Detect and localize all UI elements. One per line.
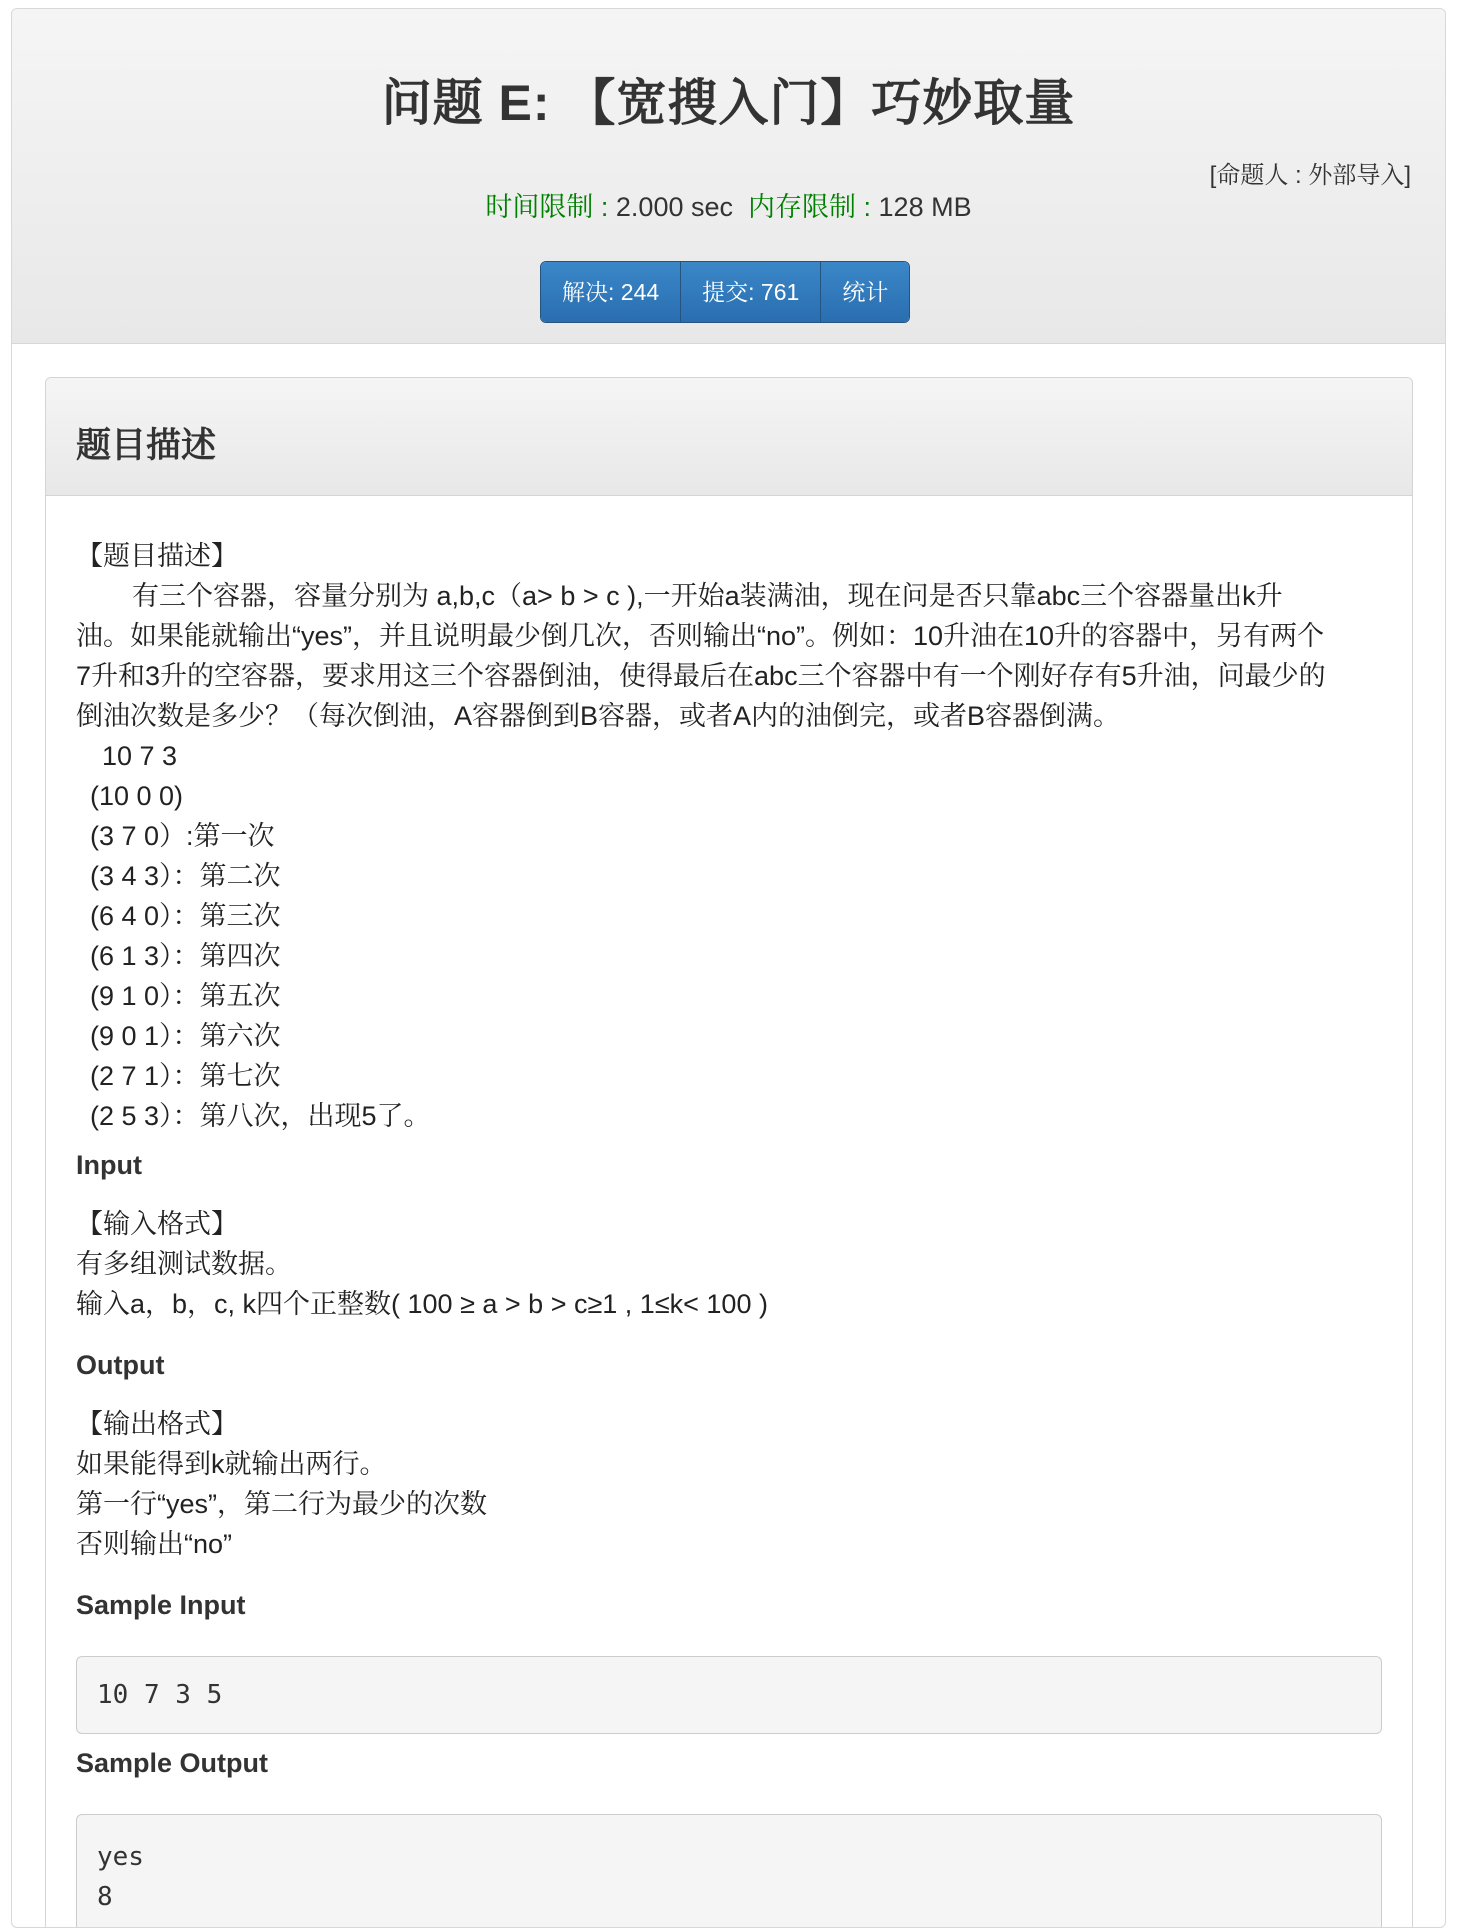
problem-author: [命题人 : 外部导入] <box>1209 162 1411 189</box>
description-line-2: 油。如果能就输出“yes”，并且说明最少倒几次，否则输出“no”。例如：10升油在10升的容器中，另有两个 <box>76 621 1325 651</box>
input-label: Input <box>76 1150 142 1180</box>
sample-output-box[interactable] <box>76 1814 1382 1928</box>
sample-output-line: 8 <box>97 1882 113 1912</box>
description-line-1: 有三个容器，容量分别为 a,b,c（a> b > c ),一开始a装满油，现在问是否只靠abc三个容器量出k升 <box>132 581 1283 611</box>
input-line: 有多组测试数据。 <box>76 1249 292 1279</box>
example-step: (9 1 0）：第五次 <box>90 981 281 1011</box>
time-limit-value: 2.000 sec <box>615 192 733 222</box>
example-step: (9 0 1）：第六次 <box>90 1021 281 1051</box>
submit-button[interactable]: 提交: 761 <box>681 262 821 322</box>
output-label: Output <box>76 1350 165 1380</box>
solved-button[interactable]: 解决: 244 <box>541 262 681 322</box>
problem-page <box>11 8 1446 1928</box>
output-line: 如果能得到k就输出两行。 <box>76 1449 387 1479</box>
memory-limit-label: 内存限制 : <box>748 192 879 222</box>
example-step: (6 1 3）：第四次 <box>90 941 281 971</box>
description-line-3: 7升和3升的空容器，要求用这三个容器倒油，使得最后在abc三个容器中有一个刚好存有5升油，问最少的 <box>76 661 1326 691</box>
example-step: (10 0 0) <box>90 781 184 811</box>
description-panel <box>45 377 1413 1928</box>
limits-line <box>12 185 1445 224</box>
panel-title: 题目描述 <box>76 426 217 465</box>
description-line-4: 倒油次数是多少？（每次倒油，A容器倒到B容器，或者A内的油倒完，或者B容器倒满。 <box>76 701 1121 731</box>
input-heading: 【输入格式】 <box>76 1209 238 1239</box>
sample-input-content: 10 7 3 5 <box>97 1680 223 1710</box>
example-step: (2 5 3）：第八次，出现5了。 <box>90 1101 431 1131</box>
memory-limit-value: 128 MB <box>878 192 972 222</box>
input-line: 输入a，b，c, k四个正整数( 100 ≥ a > b > c≥1 , 1≤k< 100 ) <box>76 1289 768 1319</box>
sample-output-label: Sample Output <box>76 1748 269 1778</box>
problem-title: 问题 E: 【宽搜入门】巧妙取量 <box>381 75 1076 131</box>
example-step: (6 4 0）：第三次 <box>90 901 281 931</box>
output-heading: 【输出格式】 <box>76 1409 238 1439</box>
example-step: (3 4 3）：第二次 <box>90 861 281 891</box>
input-body <box>76 1204 1376 1324</box>
sample-input-box[interactable] <box>76 1656 1382 1734</box>
example-step: (2 7 1）：第七次 <box>90 1061 281 1091</box>
time-limit-label: 时间限制 : <box>485 192 616 222</box>
stats-button-group <box>540 261 910 323</box>
stats-button[interactable]: 统计 <box>821 262 909 322</box>
description-heading: 【题目描述】 <box>76 541 238 571</box>
sample-input-label: Sample Input <box>76 1590 246 1620</box>
output-body <box>76 1404 1376 1564</box>
sample-output-line: yes <box>97 1842 144 1872</box>
example-head: 10 7 3 <box>102 741 178 771</box>
output-line: 否则输出“no” <box>76 1529 233 1559</box>
example-step: (3 7 0）:第一次 <box>90 821 275 851</box>
output-line: 第一行“yes”，第二行为最少的次数 <box>76 1489 487 1519</box>
problem-header <box>12 9 1445 344</box>
description-body <box>76 536 1376 1136</box>
panel-heading <box>46 378 1412 496</box>
